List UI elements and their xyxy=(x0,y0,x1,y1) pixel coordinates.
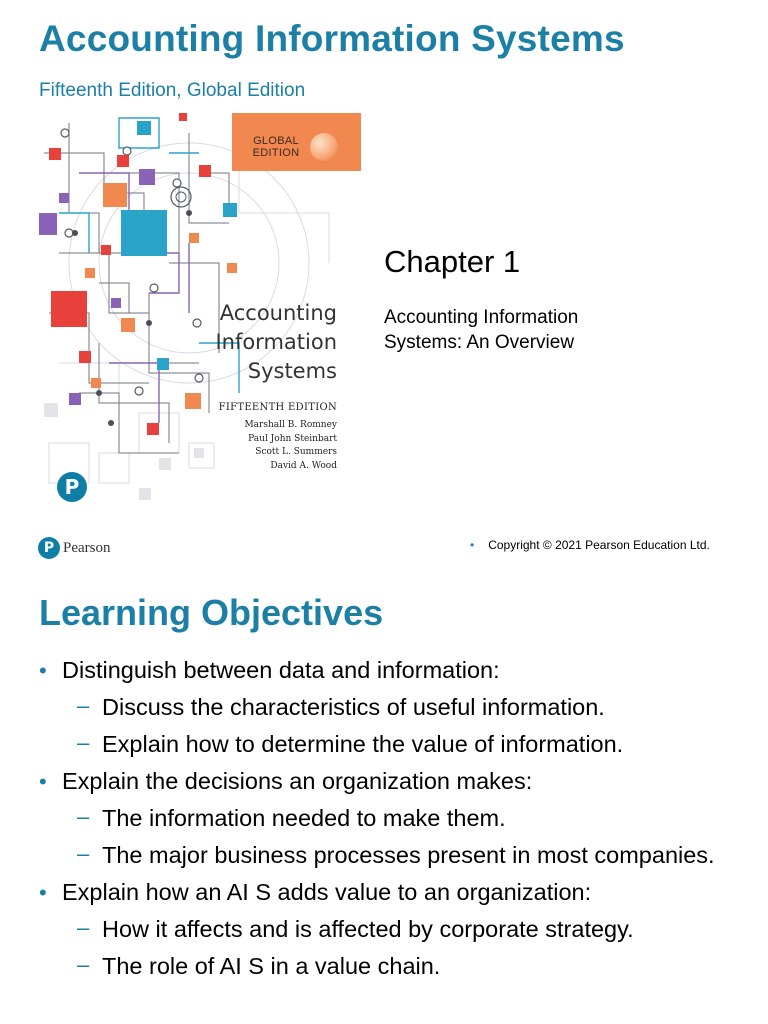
chapter-heading: Chapter 1 xyxy=(384,244,521,279)
global-edition-badge xyxy=(232,113,361,171)
author: Marshall B. Romney xyxy=(244,420,337,430)
badge-text: GLOBAL EDITION xyxy=(252,135,300,159)
copyright-text: Copyright © 2021 Pearson Education Ltd. xyxy=(488,538,710,552)
globe-icon xyxy=(310,133,338,161)
objective-subitem: – Discuss the characteristics of useful information. xyxy=(39,692,739,723)
copyright-notice xyxy=(470,538,710,552)
author: Scott L. Summers xyxy=(255,447,337,457)
chapter-subtitle: Accounting Information Systems: An Overview xyxy=(384,307,579,353)
objective-subitem: – How it affects and is affected by corporate strategy. xyxy=(39,914,739,945)
pearson-logo-icon: P xyxy=(57,472,87,502)
cover-edition: FIFTEENTH EDITION xyxy=(218,402,337,413)
author: David A. Wood xyxy=(270,460,337,471)
cover-authors xyxy=(244,419,337,473)
learning-objectives-title: Learning Objectives xyxy=(39,592,384,633)
bullet-icon: • xyxy=(470,538,475,552)
pearson-logo-icon: P xyxy=(38,537,60,559)
objective-subitem: – The role of AI S in a value chain. xyxy=(39,951,739,982)
objective-item: • Explain how an AI S adds value to an organization: xyxy=(39,877,739,908)
pearson-wordmark: Pearson xyxy=(63,539,111,556)
objective-subitem: – The major business processes present in most companies. xyxy=(39,840,739,871)
objective-subitem: – The information needed to make them. xyxy=(39,803,739,834)
pearson-logo xyxy=(38,536,111,560)
fingerprint-icon xyxy=(171,187,191,207)
objective-item: • Distinguish between data and information: xyxy=(39,655,739,686)
book-cover xyxy=(39,113,361,524)
slide-title: Accounting Information Systems xyxy=(39,18,625,59)
objective-item: • Explain the decisions an organization makes: xyxy=(39,766,739,797)
objective-subitem: – Explain how to determine the value of information. xyxy=(39,729,739,760)
cover-title: Accounting Information Systems xyxy=(215,301,337,383)
author: Paul John Steinbart xyxy=(248,433,337,444)
slide-subtitle: Fifteenth Edition, Global Edition xyxy=(39,80,306,101)
objectives-list xyxy=(39,655,739,982)
